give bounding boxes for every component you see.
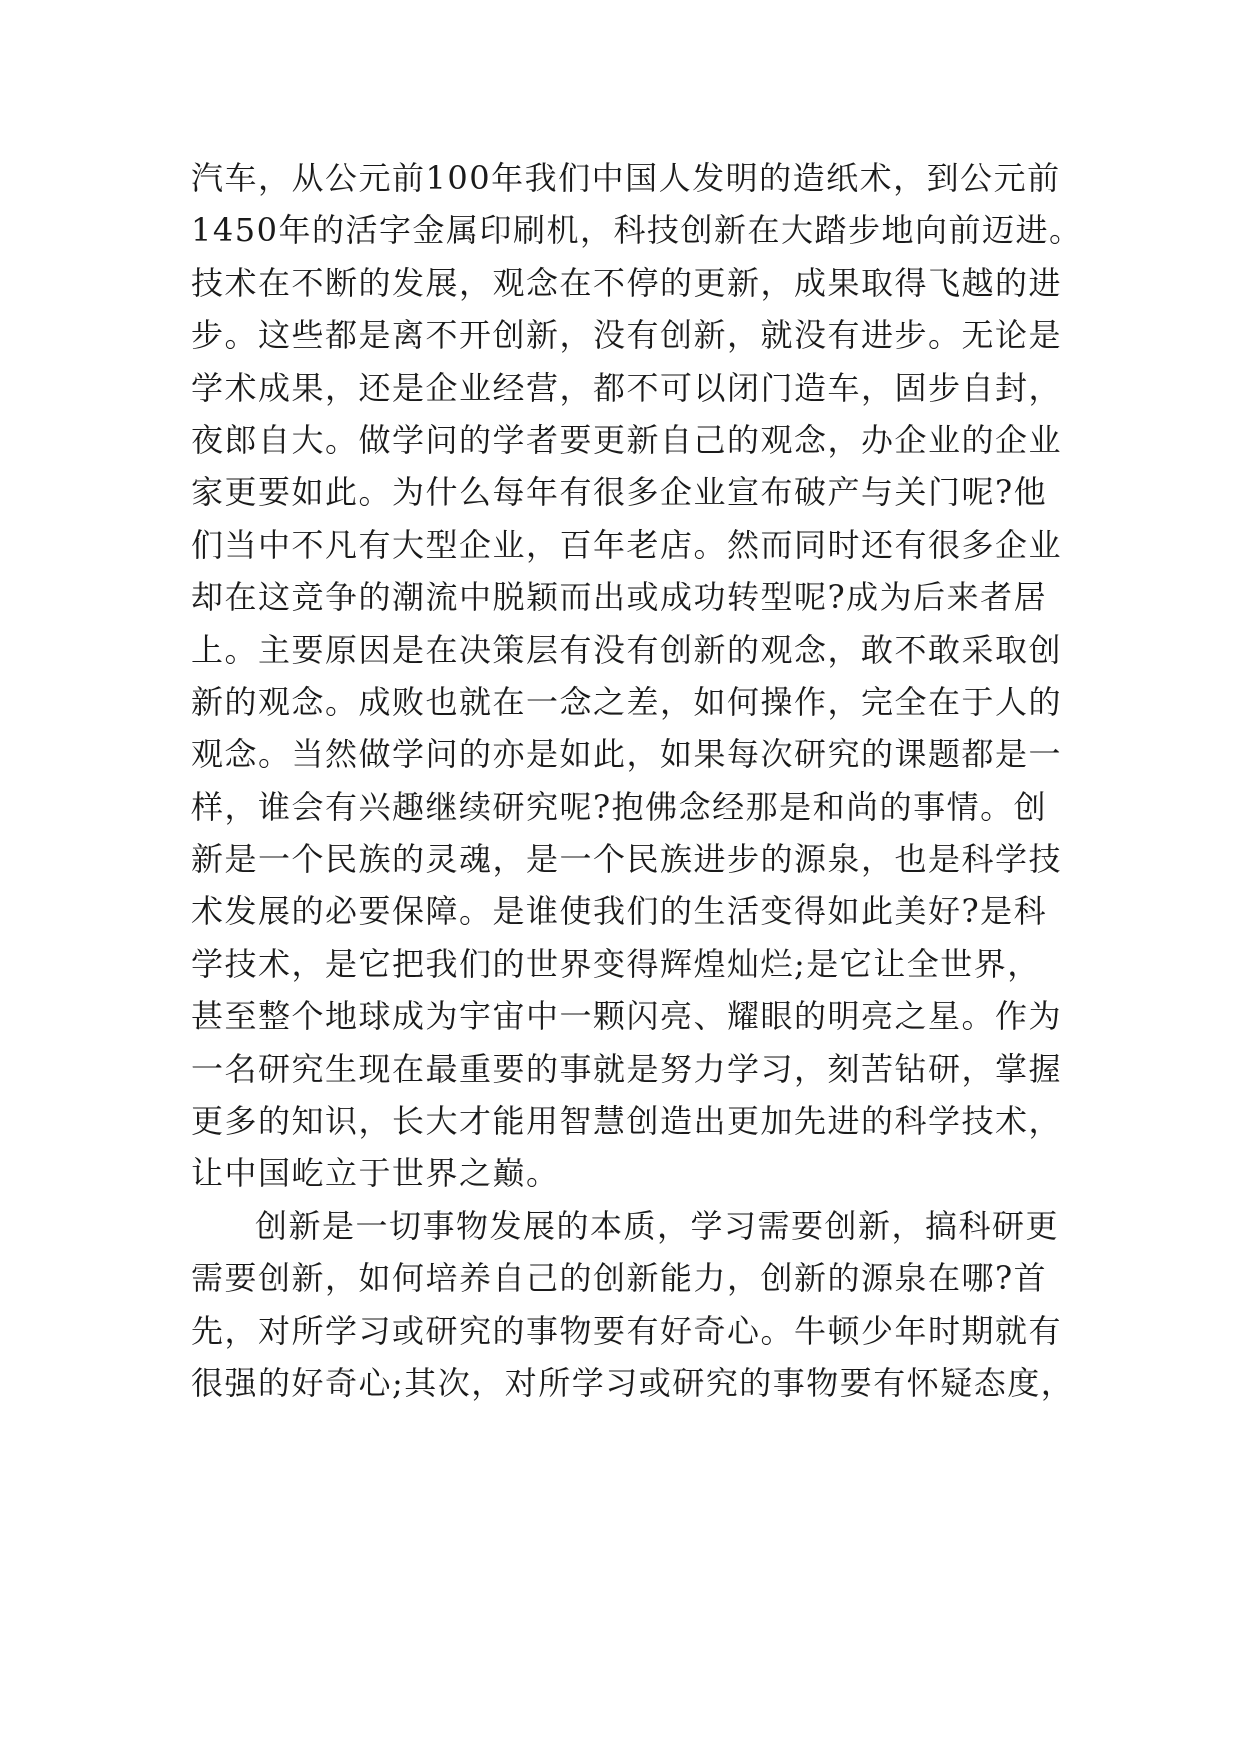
text-line: 很强的好奇心;其次，对所学习或研究的事物要有怀疑态度， [191, 1363, 1075, 1402]
text-line: 一名研究生现在最重要的事就是努力学习，刻苦钻研，掌握 [191, 1049, 1063, 1088]
text-line: 汽车，从公元前100年我们中国人发明的造纸术，到公元前 [191, 159, 1061, 197]
text-line: 让中国屹立于世界之巅。 [191, 1154, 560, 1193]
document-body [191, 152, 1083, 1409]
text-line: 学技术，是它把我们的世界变得辉煌灿烂;是它让全世界， [191, 944, 1041, 983]
text-line: 步。这些都是离不开创新，没有创新，就没有进步。无论是 [191, 316, 1063, 355]
text-line: 更多的知识，长大才能用智慧创造出更加先进的科学技术， [191, 1102, 1063, 1141]
text-line: 技术在不断的发展，观念在不停的更新，成果取得飞越的进 [191, 263, 1063, 302]
text-line: 观念。当然做学问的亦是如此，如果每次研究的课题都是一 [191, 735, 1063, 774]
text-line: 术发展的必要保障。是谁使我们的生活变得如此美好?是科 [191, 892, 1048, 931]
text-line: 甚至整个地球成为宇宙中一颗闪亮、耀眼的明亮之星。作为 [191, 997, 1063, 1036]
paragraph-continued [191, 152, 1083, 1200]
text-line: 样，谁会有兴趣继续研究呢?抱佛念经那是和尚的事情。创 [191, 787, 1048, 826]
text-line: 们当中不凡有大型企业，百年老店。然而同时还有很多企业 [191, 525, 1063, 564]
text-line: 学术成果，还是企业经营，都不可以闭门造车，固步自封， [191, 368, 1063, 407]
text-line: 需要创新，如何培养自己的创新能力，创新的源泉在哪?首 [191, 1259, 1048, 1298]
text-line: 家更要如此。为什么每年有很多企业宣布破产与关门呢?他 [191, 473, 1048, 512]
text-line: 新是一个民族的灵魂，是一个民族进步的源泉，也是科学技 [191, 840, 1063, 879]
paragraph-innovation [191, 1200, 1075, 1410]
text-line: 夜郎自大。做学问的学者要更新自己的观念，办企业的企业 [191, 420, 1063, 459]
text-line-indented: 创新是一切事物发展的本质，学习需要创新，搞科研更 [255, 1206, 1060, 1245]
text-line: 先，对所学习或研究的事物要有好奇心。牛顿少年时期就有 [191, 1311, 1063, 1350]
text-line: 1450年的活字金属印刷机，科技创新在大踏步地向前迈进。 [191, 211, 1083, 250]
text-line: 新的观念。成败也就在一念之差，如何操作，完全在于人的 [191, 682, 1063, 721]
text-line: 却在这竞争的潮流中脱颖而出或成功转型呢?成为后来者居 [191, 578, 1048, 617]
text-line: 上。主要原因是在决策层有没有创新的观念，敢不敢采取创 [191, 630, 1063, 669]
